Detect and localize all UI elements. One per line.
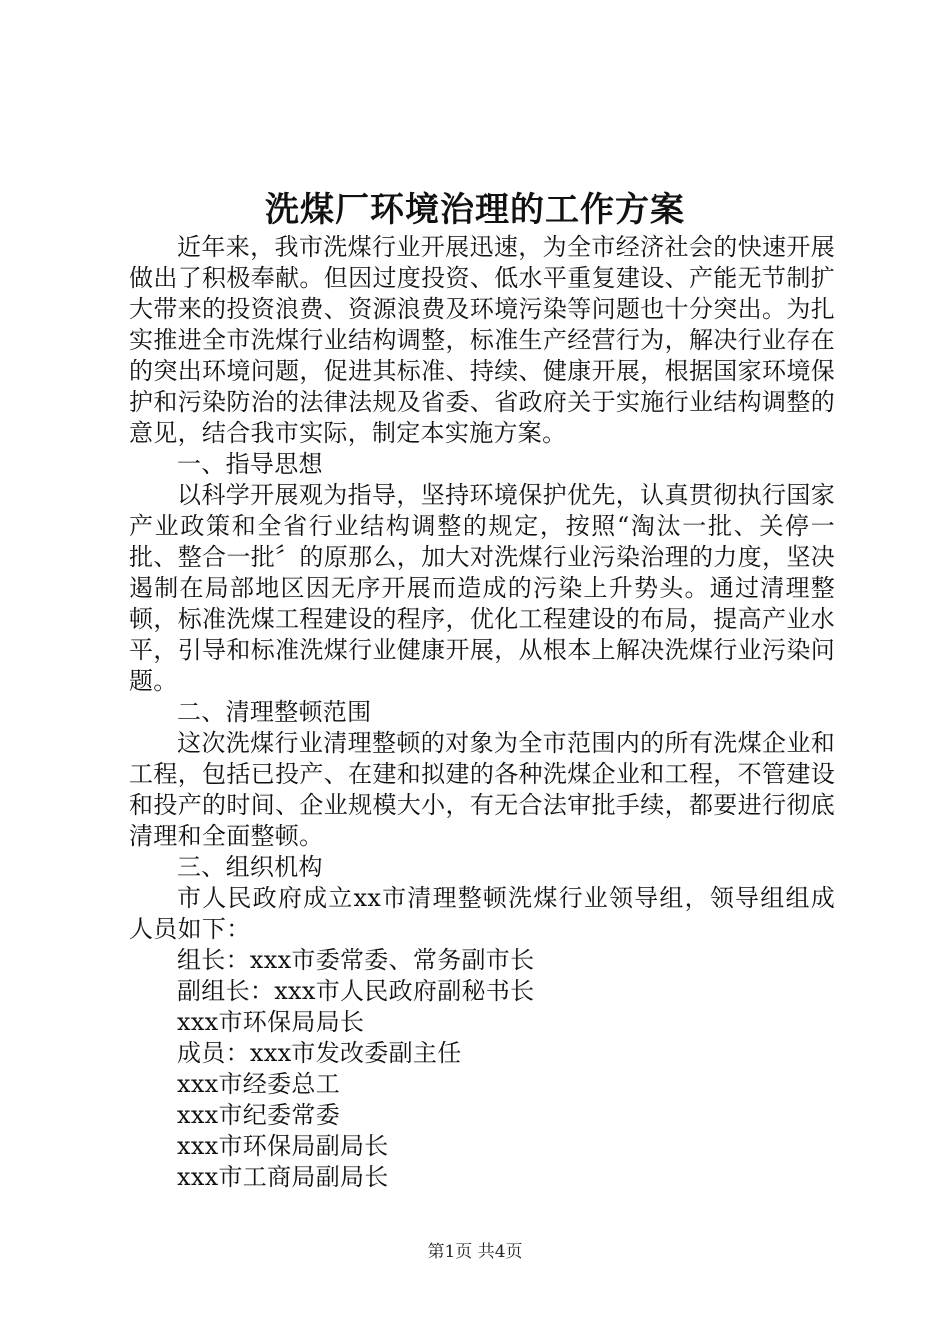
section-heading-guiding-ideology: 一、指导思想 — [177, 450, 323, 478]
organization-paragraph: 市人民政府成立xx市清理整顿洗煤行业领导组，领导组组成人员如下： — [129, 884, 835, 943]
member-line: xxx市纪委常委 — [177, 1101, 341, 1129]
member-line: 组长：xxx市委常委、常务副市长 — [177, 946, 535, 974]
scope-paragraph: 这次洗煤行业清理整顿的对象为全市范围内的所有洗煤企业和工程，包括已投产、在建和拟建的各种洗煤企业和工程，不管建设和投产的时间、企业规模大小，有无合法审批手续，都要进行彻底清理和全面整顿。 — [129, 729, 835, 850]
member-line: xxx市工商局副局长 — [177, 1163, 389, 1191]
intro-paragraph: 近年来，我市洗煤行业开展迅速，为全市经济社会的快速开展做出了积极奉献。但因过度投资、低水平重复建设、产能无节制扩大带来的投资浪费、资源浪费及环境污染等问题也十分突出。为扎实推进全市洗煤行业结构调整，标准生产经营行为，解决行业存在的突出环境问题，促进其标准、持续、健康开展，根据国家环境保护和污染防治的法律法规及省委、省政府关于实施行业结构调整的意见，结合我市实际，制定本实施方案。 — [129, 233, 835, 447]
member-line: xxx市经委总工 — [177, 1070, 341, 1098]
page-footer: 第1页 共4页 — [427, 1242, 523, 1262]
document-body — [129, 232, 835, 1193]
member-line: 副组长：xxx市人民政府副秘书长 — [177, 977, 535, 1005]
section-heading-organization: 三、组织机构 — [177, 853, 323, 881]
document-title: 洗煤厂环境治理的工作方案 — [265, 190, 685, 230]
member-line: xxx市环保局副局长 — [177, 1132, 389, 1160]
member-line: xxx市环保局局长 — [177, 1008, 365, 1036]
member-line: 成员：xxx市发改委副主任 — [177, 1039, 462, 1067]
section-heading-scope: 二、清理整顿范围 — [177, 698, 372, 726]
guiding-ideology-paragraph: 以科学开展观为指导，坚持环境保护优先，认真贯彻执行国家产业政策和全省行业结构调整的规定，按照“淘汰一批、关停一批、整合一批〞的原那么，加大对洗煤行业污染治理的力度，坚决遏制在局部地区因无序开展而造成的污染上升势头。通过清理整顿，标准洗煤工程建设的程序，优化工程建设的布局，提高产业水平，引导和标准洗煤行业健康开展，从根本上解决洗煤行业污染问题。 — [129, 481, 835, 695]
